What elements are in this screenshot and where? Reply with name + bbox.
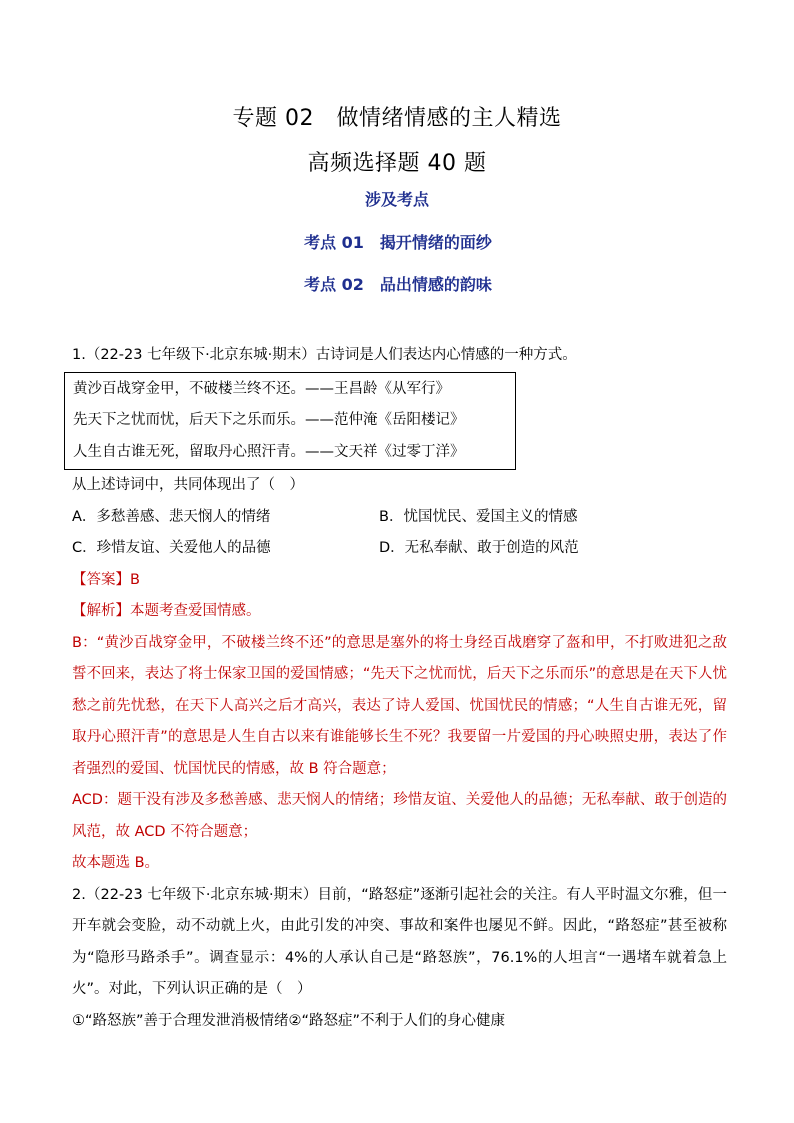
question-content <box>72 340 727 1037</box>
poem-line-3: 人生自古谁无死，留取丹心照汗青。——文天祥《过零丁洋》 <box>73 443 465 460</box>
exam-point-1-text: 考点 01 揭开情绪的面纱 <box>304 233 492 252</box>
q2-statements: ①“路怒族”善于合理发泄消极情绪②“路怒症”不利于人们的身心健康 <box>72 1012 506 1029</box>
q1-question: 从上述诗词中，共同体现出了（ ） <box>72 477 304 493</box>
exam-point-1 <box>0 230 794 253</box>
title-line-2: 高频选择题 40 题 <box>307 151 487 176</box>
option-b: B．忧国忧民、爱国主义的情感 <box>379 508 578 525</box>
answer-label: 【答案】 <box>72 571 130 588</box>
poem-line-2: 先天下之忧而忧，后天下之乐而乐。——范仲淹《岳阳楼记》 <box>73 412 465 428</box>
poem-line-1: 黄沙百战穿金甲，不破楼兰终不还。——王昌龄《从军行》 <box>73 380 450 397</box>
title-line-1: 专题 02 做情绪情感的主人精选 <box>232 106 562 131</box>
analysis-intro: 本题考查爱国情感。 <box>130 603 261 619</box>
q1-stem: 1.（22-23 七年级下·北京东城·期末）古诗词是人们表达内心情感的一种方式。 <box>72 347 577 363</box>
analysis-line <box>72 596 727 628</box>
conclusion: 故本题选 B。 <box>72 855 160 871</box>
q2-stem: 2.（22-23 七年级下·北京东城·期末）目前，“路怒症”逐渐引起社会的关注。有人平时温文尔雅，但一开车就会变脸，动不动就上火，由此引发的冲突、事故和案件也屡见不鲜。因此，“路怒症”甚至被称为“隐形马路杀手”。调查显示：4%的人承认自己是“路怒族”，76.1%的人坦言“一遇堵车就着急上火”。对此，下列认识正确的是（ ） <box>72 886 727 997</box>
option-d: D．无私奉献、敢于创造的风范 <box>379 540 579 556</box>
analysis-label: 【解析】 <box>72 603 130 619</box>
analysis-b: B：“黄沙百战穿金甲，不破楼兰终不还”的意思是塞外的将士身经百战磨穿了盔和甲，不打败进犯之敌誓不回来，表达了将士保家卫国的爱国情感；“先天下之忧而忧，后天下之乐而乐”的意思是在天下人忧愁之前先忧愁，在天下人高兴之后才高兴，表达了诗人爱国、忧国忧民的情感；“人生自古谁无死，留取丹心照汗青”的意思是人生自古以来有谁能够长生不死？我要留一片爱国的丹心映照史册，表达了作者强烈的爱国、忧国忧民的情感，故 B 符合题意； <box>72 634 727 777</box>
option-a: A．多愁善感、悲天悯人的情绪 <box>72 508 271 525</box>
q1-options-row-1 <box>72 502 727 534</box>
option-c: C．珍惜友谊、关爱他人的品德 <box>72 540 271 556</box>
answer-value: B <box>130 571 140 588</box>
exam-point-2-text: 考点 02 品出情感的韵味 <box>304 275 492 294</box>
answer-line <box>72 565 727 597</box>
exam-point-2 <box>0 272 794 295</box>
analysis-acd: ACD：题干没有涉及多愁善感、悲天悯人的情绪；珍惜友谊、关爱他人的品德；无私奉献、敢于创造的风范，故 ACD 不符合题意； <box>72 792 727 840</box>
section-heading: 涉及考点 <box>364 190 429 209</box>
poem-box <box>64 372 516 471</box>
q1-options-row-2 <box>72 533 727 565</box>
